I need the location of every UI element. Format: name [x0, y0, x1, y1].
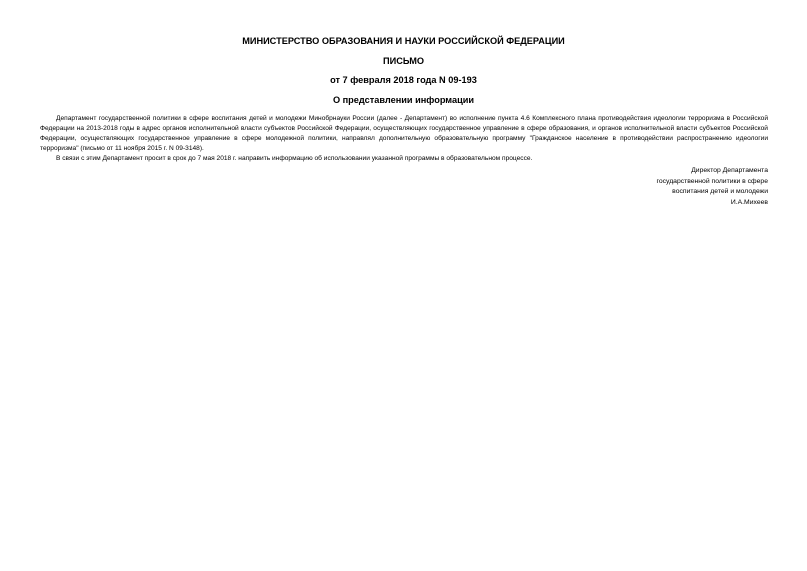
body-paragraph-2: В связи с этим Департамент просит в срок до 7 мая 2018 г. направить информацию об использовании указанной программы в образовательном процессе.: [56, 155, 533, 163]
document-type: ПИСЬМО: [382, 56, 425, 66]
signature-position-line-1: Директор Департамента: [691, 167, 768, 174]
signature-position-line-2: государственной политики в сфере: [656, 177, 768, 185]
signatory-name: И.А.Михеев: [730, 198, 768, 206]
signature-position-line-3: воспитания детей и молодежи: [672, 188, 768, 196]
body-paragraph-1: Департамент государственной политики в сфере воспитания детей и молодежи Минобрнауки России (далее - Департамент) во исполнение пункта 4.6 Комплексного плана противодействия идеологии терроризма в Российской Федерации на 2013-2018 годы в адрес органов исполнительной власти субъектов Российской Федерации, осуществляющих государственное управление в сфере образования, и органов исполнительной власти субъектов Российской Федерации, осуществляющих государственное управление в сфере молодежной политики, направлял дополнительную образовательную программу "Гражданское население в противодействии распространению идеологии терроризма" (письмо от 11 ноября 2015 г. N 09-3148).: [40, 115, 768, 153]
ministry-title: МИНИСТЕРСТВО ОБРАЗОВАНИЯ И НАУКИ РОССИЙСКОЙ ФЕДЕРАЦИИ: [242, 36, 565, 46]
letter-body: [40, 114, 768, 164]
document-subject: О представлении информации: [332, 95, 475, 105]
document-date-number: от 7 февраля 2018 года N 09-193: [330, 75, 477, 85]
signature-block: [657, 166, 768, 208]
